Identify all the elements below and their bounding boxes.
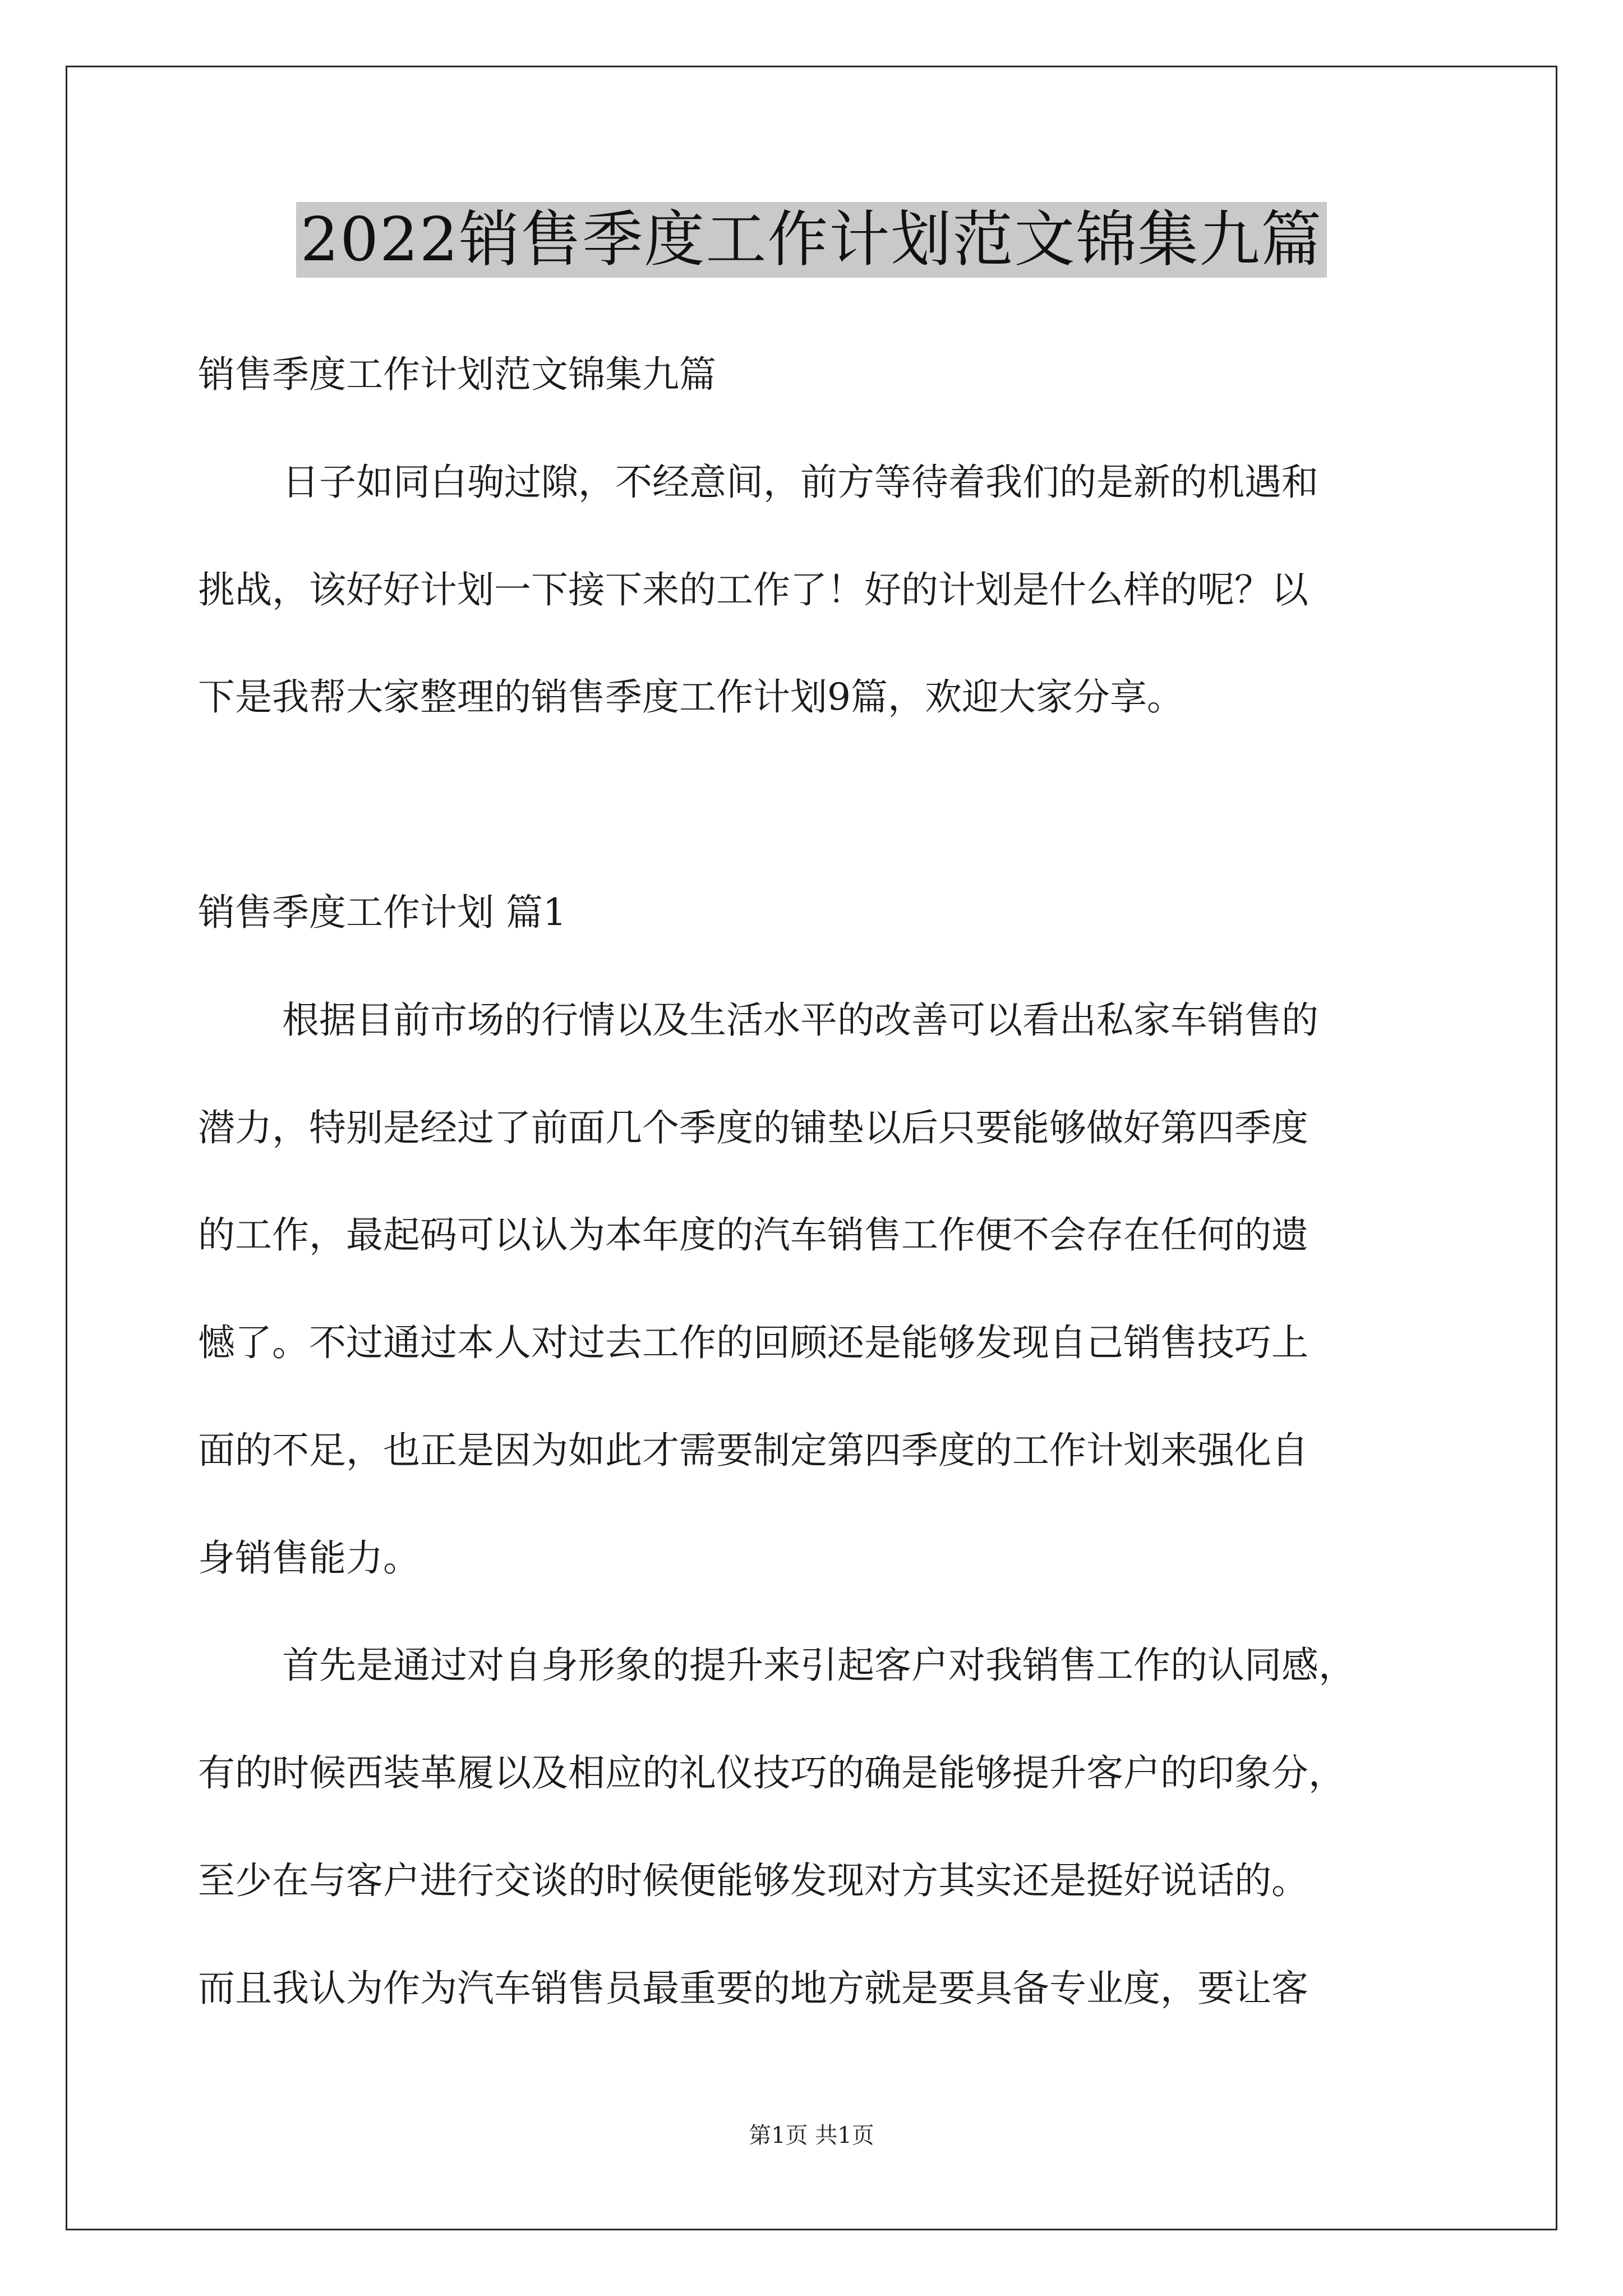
intro-line-1: 日子如同白驹过隙，不经意间，前方等待着我们的是新的机遇和 [282,461,1318,504]
para1-line-2: 潜力，特别是经过了前面几个季度的铺垫以后只要能够做好第四季度 [198,1106,1308,1149]
para2-line-1: 首先是通过对自身形象的提升来引起客户对我销售工作的认同感， [282,1644,1355,1687]
document-title: 2022销售季度工作计划范文锦集九篇 [296,202,1327,278]
para2-line-2: 有的时候西装革履以及相应的礼仪技巧的确是能够提升客户的印象分， [198,1751,1345,1795]
para1-line-1: 根据目前市场的行情以及生活水平的改善可以看出私家车销售的 [282,999,1318,1042]
para2-line-4: 而且我认为作为汽车销售员最重要的地方就是要具备专业度，要让客 [198,1967,1308,2010]
para2-line-3: 至少在与客户进行交谈的时候便能够发现对方其实还是挺好说话的。 [198,1859,1308,1902]
subtitle: 销售季度工作计划范文锦集九篇 [198,353,716,396]
intro-line-3: 下是我帮大家整理的销售季度工作计划9篇，欢迎大家分享。 [198,675,1184,719]
para1-line-6: 身销售能力。 [198,1536,420,1580]
para1-line-3: 的工作，最起码可以认为本年度的汽车销售工作便不会存在任何的遗 [198,1213,1308,1257]
page-footer: 第1页 共1页 [749,2123,874,2148]
section-heading: 销售季度工作计划 篇1 [198,891,566,934]
para1-line-4: 憾了。不过通过本人对过去工作的回顾还是能够发现自己销售技巧上 [198,1321,1308,1364]
title-wrap [0,202,1623,278]
intro-line-2: 挑战，该好好计划一下接下来的工作了！好的计划是什么样的呢？以 [198,568,1308,611]
para1-line-5: 面的不足，也正是因为如此才需要制定第四季度的工作计划来强化自 [198,1429,1308,1472]
